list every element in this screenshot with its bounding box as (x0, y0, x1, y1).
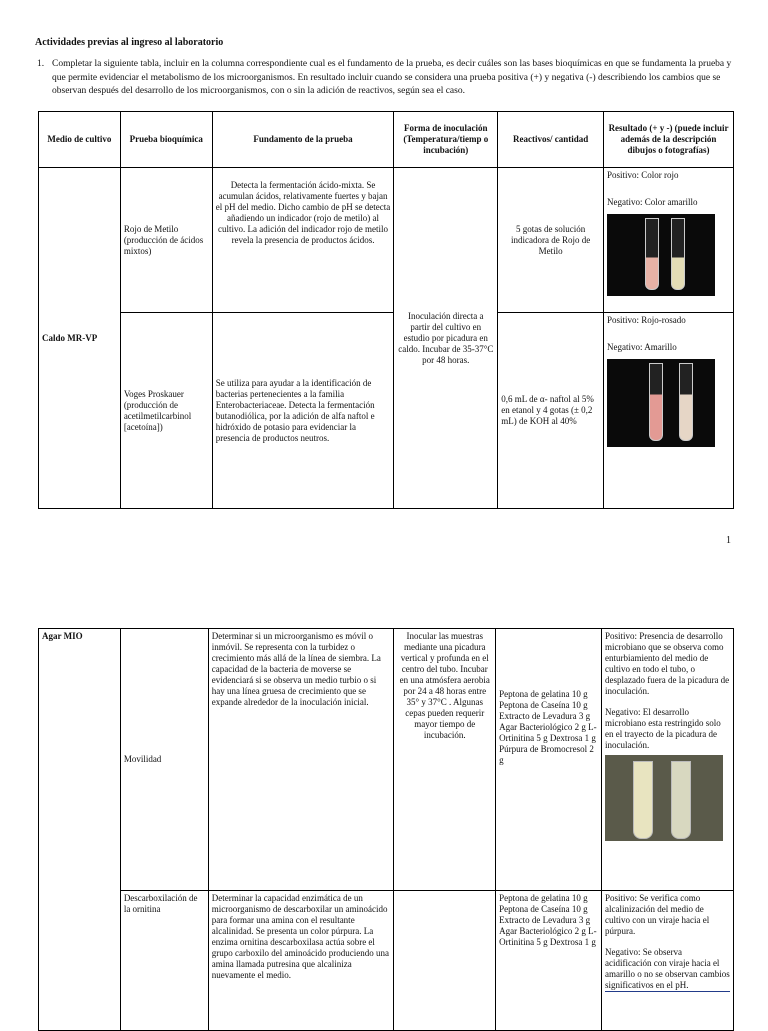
result-photo-rm (607, 214, 715, 296)
reactivos-cell: Peptona de gelatina 10 g Peptona de Caseína 10 g Extracto de Levadura 3 g Agar Bacteriológico 2 g L-Ortinitina 5 g Dextrosa 1 g (496, 891, 602, 1031)
positivo-text: Positivo: Rojo-rosado (607, 315, 686, 325)
resultado-cell (604, 313, 734, 509)
section-heading: Actividades previas al ingreso al laboratorio (35, 37, 224, 48)
resultado-cell (602, 629, 734, 891)
medio-cell: Caldo MR-VP (39, 168, 121, 509)
header-fundamento: Fundamento de la prueba (212, 112, 394, 168)
medio-cell: Agar MIO (39, 629, 121, 1031)
instruction (37, 58, 742, 99)
negativo-text: Negativo: El desarrollo microbiano esta restringido solo en el trayecto de la picadura de inoculación. (605, 707, 721, 750)
table-row (39, 168, 734, 313)
reactivos-cell: Peptona de gelatina 10 g Peptona de Caseína 10 g Extracto de Levadura 3 g Agar Bacteriológico 2 g L-Ortinitina 5 g Dextrosa 1 g Púrpura de Bromocresol 2 g (496, 629, 602, 891)
reactivos-cell: 5 gotas de solución indicadora de Rojo de Metilo (498, 168, 604, 313)
prueba-cell: Rojo de Metilo (producción de ácidos mixtos) (120, 168, 212, 313)
fundamento-cell: Detecta la fermentación ácido-mixta. Se acumulan ácidos, relativamente fuertes y bajan el pH del medio. Dicho cambio de pH se detecta añadiendo un indicador (rojo de metilo) al cultivo. La adición del indicador rojo de metilo revela la presencia de productos ácidos. (212, 168, 394, 313)
instruction-text: Completar la siguiente tabla, incluir en la columna correspondiente cual es el fundamento de la prueba, es decir cuáles son las bases bioquímicas en que se fundamenta la prueba y que permite evidenciar el metabolismo de los microorganismos. En resultado incluir cuando se considera una prueba positiva (+) y negativa (-) describiendo los cambios que se observan después del desarrollo de los microorganismos, con o sin la adición de reactivos, según sea el caso. (52, 59, 732, 96)
positivo-text: Positivo: Color rojo (607, 170, 679, 180)
header-forma: Forma de inoculación (Temperatura/tiemp o incubación) (394, 112, 498, 168)
table-agar-mio (38, 628, 734, 1031)
negativo-text: Negativo: Se observa acidificación con viraje hacia el amarillo o no se observan cambios significativos en el pH. (605, 947, 730, 990)
table-mr-vp (38, 111, 734, 509)
prueba-cell: Voges Proskauer (producción de acetilmetilcarbinol [acetoína]) (120, 313, 212, 509)
table-row (39, 629, 734, 891)
reactivos-cell: 0,6 mL de α- naftol al 5% en etanol y 4 gotas (± 0,2 mL) de KOH al 40% (498, 313, 604, 509)
result-photo-vp (607, 359, 715, 447)
fundamento-cell: Determinar si un microorganismo es móvil o inmóvil. Se representa con la turbidez o crecimiento más allá de la línea de siembra. La capacidad de la bacteria de moverse se evidenciará si se observa un medio turbio o si hay una línea gruesa de crecimiento que se expande alrededor de la inoculación inicial. (208, 629, 394, 891)
negativo-text: Negativo: Amarillo (607, 342, 677, 352)
header-reactivos: Reactivos/ cantidad (498, 112, 604, 168)
forma-cell: Inocular las muestras mediante una picadura vertical y profunda en el centro del tubo. Incubar en una atmósfera aerobia por 24 a 48 horas entre 35° y 37°C . Algunas cepas pueden requerir mayor tiempo de incubación. (394, 629, 496, 891)
page-2 (0, 618, 768, 1024)
fundamento-cell: Se utiliza para ayudar a la identificación de bacterias pertenecientes a la familia Enterobacteriaceae. Detecta la fermentación butanodiólica, por la adición de alfa naftol e hidróxido de potasio para evidenciar la presencia de productos neutros. (212, 313, 394, 509)
header-prueba: Prueba bioquímica (120, 112, 212, 168)
positivo-text: Positivo: Se verifica como alcalinización del medio de cultivo con un viraje hacia el púrpura. (605, 893, 710, 936)
resultado-cell (602, 891, 734, 1031)
result-photo-movilidad (605, 755, 723, 841)
header-resultado: Resultado (+ y -) (puede incluir además de la descripción dibujos o fotografías) (604, 112, 734, 168)
instruction-number: 1. (37, 59, 45, 69)
forma-cell (394, 891, 496, 1031)
fundamento-cell: Determinar la capacidad enzimática de un microorganismo de descarboxilar un aminoácido para formar una amina con el resultante alcalinidad. Se presenta un color púrpura. La enzima ornitina descarboxilasa actúa sobre el grupo carboxilo del aminoácido produciendo una amina llamada putresina que alcaliniza nuevamente el medio. (208, 891, 394, 1031)
negativo-text: Negativo: Color amarillo (607, 197, 698, 207)
page-number: 1 (726, 535, 731, 546)
resultado-cell (604, 168, 734, 313)
positivo-text: Positivo: Presencia de desarrollo microbiano que se observa como enturbiamiento del medio de cultivo en todo el tubo, o desplazado fuera de la picadura de inoculación. (605, 631, 730, 696)
table-row (39, 313, 734, 509)
forma-cell: Inoculación directa a partir del cultivo en estudio por picadura en caldo. Incubar de 35-37°C por 48 horas. (394, 168, 498, 509)
header-medio: Medio de cultivo (39, 112, 121, 168)
prueba-cell: Movilidad (120, 629, 208, 891)
table-row (39, 891, 734, 1031)
prueba-cell: Descarboxilación de la ornitina (120, 891, 208, 1031)
